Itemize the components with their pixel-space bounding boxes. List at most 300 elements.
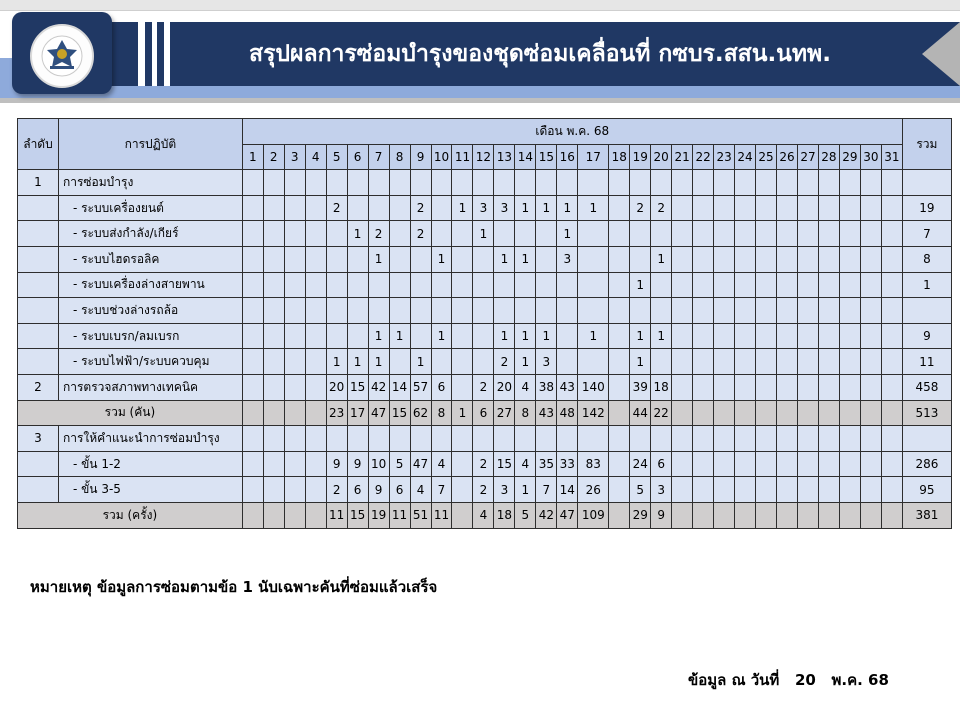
day-cell — [263, 195, 284, 221]
day-cell — [473, 426, 494, 452]
day-cell — [797, 221, 818, 247]
day-cell — [839, 349, 860, 375]
table-row — [18, 374, 952, 400]
day-cell — [557, 426, 578, 452]
day-cell — [777, 170, 798, 196]
day-cell — [347, 195, 368, 221]
day-cell — [756, 195, 777, 221]
day-cell — [735, 426, 756, 452]
day-cell — [431, 195, 452, 221]
day-header: 28 — [818, 144, 839, 170]
day-cell — [578, 298, 609, 324]
day-cell — [326, 298, 347, 324]
row-seq: 2 — [18, 374, 59, 400]
day-cell: 109 — [578, 502, 609, 528]
day-cell — [881, 246, 902, 272]
data-date-month: พ.ค. 68 — [831, 671, 889, 689]
day-cell — [777, 246, 798, 272]
day-cell: 15 — [494, 451, 515, 477]
day-cell — [672, 298, 693, 324]
day-cell — [693, 170, 714, 196]
day-cell: 2 — [326, 477, 347, 503]
day-cell — [242, 349, 263, 375]
banner-stripe — [138, 22, 145, 86]
day-cell — [797, 323, 818, 349]
day-cell — [756, 323, 777, 349]
day-cell — [410, 170, 431, 196]
day-cell — [860, 451, 881, 477]
day-cell: 33 — [557, 451, 578, 477]
day-cell — [284, 170, 305, 196]
emblem-icon — [30, 24, 94, 88]
day-cell — [347, 323, 368, 349]
day-cell: 4 — [515, 451, 536, 477]
day-cell: 47 — [410, 451, 431, 477]
day-cell — [777, 477, 798, 503]
day-cell — [263, 323, 284, 349]
banner-stripe — [152, 22, 157, 86]
day-cell — [756, 221, 777, 247]
day-cell: 1 — [651, 246, 672, 272]
day-header: 16 — [557, 144, 578, 170]
day-cell — [263, 400, 284, 426]
day-cell — [609, 451, 630, 477]
day-cell — [473, 170, 494, 196]
day-header: 27 — [797, 144, 818, 170]
row-total: 9 — [902, 323, 951, 349]
day-cell — [630, 221, 651, 247]
day-cell — [609, 323, 630, 349]
day-cell — [326, 221, 347, 247]
day-cell — [818, 374, 839, 400]
day-cell — [431, 272, 452, 298]
day-cell — [881, 502, 902, 528]
table-row — [18, 298, 952, 324]
day-cell — [693, 298, 714, 324]
day-cell — [609, 298, 630, 324]
row-total — [902, 298, 951, 324]
day-cell — [305, 298, 326, 324]
day-cell — [389, 298, 410, 324]
day-cell: 1 — [515, 323, 536, 349]
day-cell: 6 — [651, 451, 672, 477]
day-cell — [515, 272, 536, 298]
day-cell — [578, 349, 609, 375]
day-cell — [452, 272, 473, 298]
day-cell — [860, 272, 881, 298]
day-cell — [881, 272, 902, 298]
day-cell — [389, 426, 410, 452]
day-cell — [839, 246, 860, 272]
day-cell — [818, 272, 839, 298]
day-cell — [263, 349, 284, 375]
day-cell: 17 — [347, 400, 368, 426]
day-cell: 1 — [630, 272, 651, 298]
day-cell: 57 — [410, 374, 431, 400]
row-seq — [18, 246, 59, 272]
day-cell — [693, 349, 714, 375]
row-seq — [18, 349, 59, 375]
day-cell — [818, 246, 839, 272]
day-cell: 47 — [368, 400, 389, 426]
day-cell — [714, 502, 735, 528]
day-cell — [860, 246, 881, 272]
day-cell — [410, 298, 431, 324]
day-cell: 2 — [630, 195, 651, 221]
day-cell: 11 — [431, 502, 452, 528]
day-cell — [452, 298, 473, 324]
day-cell — [693, 221, 714, 247]
row-name: - ระบบเครื่องยนต์ — [58, 195, 242, 221]
day-cell — [839, 323, 860, 349]
row-total: 513 — [902, 400, 951, 426]
day-cell — [756, 400, 777, 426]
day-cell — [672, 272, 693, 298]
day-cell: 39 — [630, 374, 651, 400]
day-cell — [557, 349, 578, 375]
day-cell — [693, 374, 714, 400]
table-row — [18, 272, 952, 298]
day-cell — [860, 502, 881, 528]
table-header — [18, 119, 952, 170]
day-cell — [452, 374, 473, 400]
day-cell — [651, 349, 672, 375]
day-cell: 6 — [347, 477, 368, 503]
day-cell — [881, 349, 902, 375]
day-cell — [630, 246, 651, 272]
day-cell — [818, 477, 839, 503]
day-cell — [410, 272, 431, 298]
day-cell: 1 — [389, 323, 410, 349]
day-cell — [609, 246, 630, 272]
row-total: 19 — [902, 195, 951, 221]
day-cell — [839, 426, 860, 452]
day-cell — [693, 323, 714, 349]
day-cell: 1 — [651, 323, 672, 349]
sum-label: รวม (ครั้ง) — [18, 502, 243, 528]
day-cell: 1 — [515, 349, 536, 375]
day-header: 15 — [536, 144, 557, 170]
day-cell — [242, 477, 263, 503]
day-cell: 9 — [368, 477, 389, 503]
day-cell — [672, 349, 693, 375]
day-cell — [860, 170, 881, 196]
day-header: 20 — [651, 144, 672, 170]
day-cell — [818, 451, 839, 477]
day-cell — [578, 170, 609, 196]
day-cell — [515, 221, 536, 247]
day-cell — [756, 426, 777, 452]
day-cell — [693, 451, 714, 477]
day-cell — [735, 323, 756, 349]
day-cell — [536, 246, 557, 272]
day-header: 30 — [860, 144, 881, 170]
day-cell — [881, 323, 902, 349]
day-cell — [578, 426, 609, 452]
day-header: 5 — [326, 144, 347, 170]
table-row — [18, 195, 952, 221]
day-cell: 4 — [515, 374, 536, 400]
day-cell — [578, 272, 609, 298]
day-cell — [672, 451, 693, 477]
day-cell: 20 — [494, 374, 515, 400]
day-cell: 2 — [651, 195, 672, 221]
day-cell — [431, 426, 452, 452]
day-cell — [452, 451, 473, 477]
day-cell — [818, 400, 839, 426]
day-cell — [557, 170, 578, 196]
day-cell — [714, 477, 735, 503]
col-task-header: การปฏิบัติ — [58, 119, 242, 170]
day-cell — [693, 246, 714, 272]
row-total — [902, 426, 951, 452]
day-cell — [777, 451, 798, 477]
day-cell: 11 — [389, 502, 410, 528]
day-cell: 3 — [473, 195, 494, 221]
day-cell: 1 — [431, 246, 452, 272]
day-cell — [578, 221, 609, 247]
row-total: 381 — [902, 502, 951, 528]
day-cell: 26 — [578, 477, 609, 503]
day-cell — [242, 374, 263, 400]
day-cell: 4 — [473, 502, 494, 528]
day-cell — [305, 195, 326, 221]
day-cell — [609, 477, 630, 503]
day-cell — [651, 170, 672, 196]
row-name: - ระบบไฟฟ้า/ระบบควบคุม — [58, 349, 242, 375]
day-cell — [242, 195, 263, 221]
day-header: 21 — [672, 144, 693, 170]
day-cell — [735, 374, 756, 400]
table-row — [18, 451, 952, 477]
day-cell — [263, 374, 284, 400]
data-date-day: 20 — [794, 671, 816, 689]
col-total-header: รวม — [902, 119, 951, 170]
day-cell: 1 — [557, 195, 578, 221]
day-header: 23 — [714, 144, 735, 170]
table-row — [18, 426, 952, 452]
day-cell — [860, 374, 881, 400]
day-cell — [494, 426, 515, 452]
day-cell — [389, 195, 410, 221]
row-name: - ระบบเครื่องล่างสายพาน — [58, 272, 242, 298]
day-cell — [609, 272, 630, 298]
day-cell — [284, 502, 305, 528]
day-cell — [714, 323, 735, 349]
day-cell — [305, 400, 326, 426]
day-cell: 11 — [326, 502, 347, 528]
day-cell — [536, 272, 557, 298]
day-cell — [756, 170, 777, 196]
day-cell — [630, 170, 651, 196]
day-cell: 1 — [578, 195, 609, 221]
day-header: 26 — [777, 144, 798, 170]
day-header: 31 — [881, 144, 902, 170]
day-cell — [714, 451, 735, 477]
day-cell — [651, 426, 672, 452]
day-cell — [797, 349, 818, 375]
day-cell: 2 — [326, 195, 347, 221]
day-cell — [777, 400, 798, 426]
day-cell — [368, 170, 389, 196]
day-cell — [347, 298, 368, 324]
day-cell: 18 — [651, 374, 672, 400]
day-cell — [609, 170, 630, 196]
day-cell — [818, 170, 839, 196]
day-cell — [263, 451, 284, 477]
day-cell — [777, 426, 798, 452]
day-cell: 51 — [410, 502, 431, 528]
day-cell — [410, 246, 431, 272]
day-cell — [473, 272, 494, 298]
day-cell: 3 — [536, 349, 557, 375]
day-cell — [860, 323, 881, 349]
day-cell: 2 — [410, 195, 431, 221]
row-name: - ระบบช่วงล่างรถล้อ — [58, 298, 242, 324]
day-cell — [452, 323, 473, 349]
row-seq: 1 — [18, 170, 59, 196]
day-cell — [797, 246, 818, 272]
table-row — [18, 477, 952, 503]
row-total: 1 — [902, 272, 951, 298]
day-cell — [860, 195, 881, 221]
day-cell — [756, 477, 777, 503]
day-header: 18 — [609, 144, 630, 170]
day-cell: 18 — [494, 502, 515, 528]
day-cell: 1 — [630, 323, 651, 349]
day-cell — [242, 170, 263, 196]
day-cell — [839, 502, 860, 528]
day-cell — [777, 221, 798, 247]
day-cell — [672, 170, 693, 196]
day-cell — [284, 221, 305, 247]
day-cell: 19 — [368, 502, 389, 528]
day-cell — [818, 221, 839, 247]
day-cell: 3 — [494, 477, 515, 503]
day-cell — [284, 451, 305, 477]
sum-row — [18, 502, 952, 528]
day-cell — [797, 272, 818, 298]
day-cell: 14 — [389, 374, 410, 400]
day-cell — [735, 298, 756, 324]
day-cell — [452, 246, 473, 272]
day-cell — [672, 426, 693, 452]
day-cell — [536, 298, 557, 324]
day-cell — [839, 451, 860, 477]
row-seq — [18, 323, 59, 349]
day-cell — [630, 298, 651, 324]
day-cell — [797, 298, 818, 324]
day-cell — [494, 221, 515, 247]
row-total: 95 — [902, 477, 951, 503]
day-cell — [242, 502, 263, 528]
day-cell — [284, 272, 305, 298]
day-cell: 48 — [557, 400, 578, 426]
day-cell — [881, 221, 902, 247]
day-cell — [693, 400, 714, 426]
day-cell: 3 — [494, 195, 515, 221]
day-cell — [881, 298, 902, 324]
day-cell — [389, 272, 410, 298]
day-cell: 1 — [515, 246, 536, 272]
day-cell — [714, 400, 735, 426]
day-cell — [368, 272, 389, 298]
day-cell — [263, 502, 284, 528]
row-name: การซ่อมบำรุง — [58, 170, 242, 196]
day-cell — [797, 477, 818, 503]
day-header: 11 — [452, 144, 473, 170]
day-cell — [263, 221, 284, 247]
day-cell — [389, 170, 410, 196]
day-cell — [305, 272, 326, 298]
day-cell — [839, 195, 860, 221]
day-cell — [557, 272, 578, 298]
day-cell: 1 — [515, 477, 536, 503]
day-cell: 1 — [452, 195, 473, 221]
day-cell: 1 — [494, 323, 515, 349]
day-cell — [777, 195, 798, 221]
day-cell: 140 — [578, 374, 609, 400]
day-cell — [431, 349, 452, 375]
day-cell: 9 — [347, 451, 368, 477]
day-cell — [881, 400, 902, 426]
day-cell — [609, 349, 630, 375]
day-cell: 1 — [368, 323, 389, 349]
day-cell — [693, 195, 714, 221]
day-cell — [777, 272, 798, 298]
day-cell — [735, 221, 756, 247]
day-cell — [515, 298, 536, 324]
day-cell — [284, 400, 305, 426]
day-cell: 1 — [347, 349, 368, 375]
row-seq — [18, 298, 59, 324]
day-cell: 7 — [431, 477, 452, 503]
day-cell — [756, 349, 777, 375]
day-cell — [797, 170, 818, 196]
day-cell — [515, 170, 536, 196]
row-name: - ระบบไฮดรอลิค — [58, 246, 242, 272]
day-cell: 1 — [515, 195, 536, 221]
day-cell — [735, 349, 756, 375]
day-cell: 42 — [368, 374, 389, 400]
day-cell: 15 — [389, 400, 410, 426]
day-header: 1 — [242, 144, 263, 170]
day-cell — [242, 298, 263, 324]
day-cell: 5 — [630, 477, 651, 503]
day-header: 14 — [515, 144, 536, 170]
day-cell: 1 — [630, 349, 651, 375]
day-header: 6 — [347, 144, 368, 170]
row-name: การให้คำแนะนำการซ่อมบำรุง — [58, 426, 242, 452]
sum-label: รวม (คัน) — [18, 400, 243, 426]
day-cell — [326, 426, 347, 452]
day-cell — [242, 451, 263, 477]
day-cell: 9 — [651, 502, 672, 528]
row-name: - ระบบส่งกำลัง/เกียร์ — [58, 221, 242, 247]
day-header: 7 — [368, 144, 389, 170]
maintenance-table — [17, 118, 952, 529]
day-cell — [693, 477, 714, 503]
day-cell — [452, 349, 473, 375]
day-cell — [714, 426, 735, 452]
day-cell: 6 — [473, 400, 494, 426]
day-cell — [693, 426, 714, 452]
day-cell — [672, 195, 693, 221]
day-cell — [347, 272, 368, 298]
row-total: 11 — [902, 349, 951, 375]
day-cell — [305, 374, 326, 400]
day-cell: 1 — [347, 221, 368, 247]
